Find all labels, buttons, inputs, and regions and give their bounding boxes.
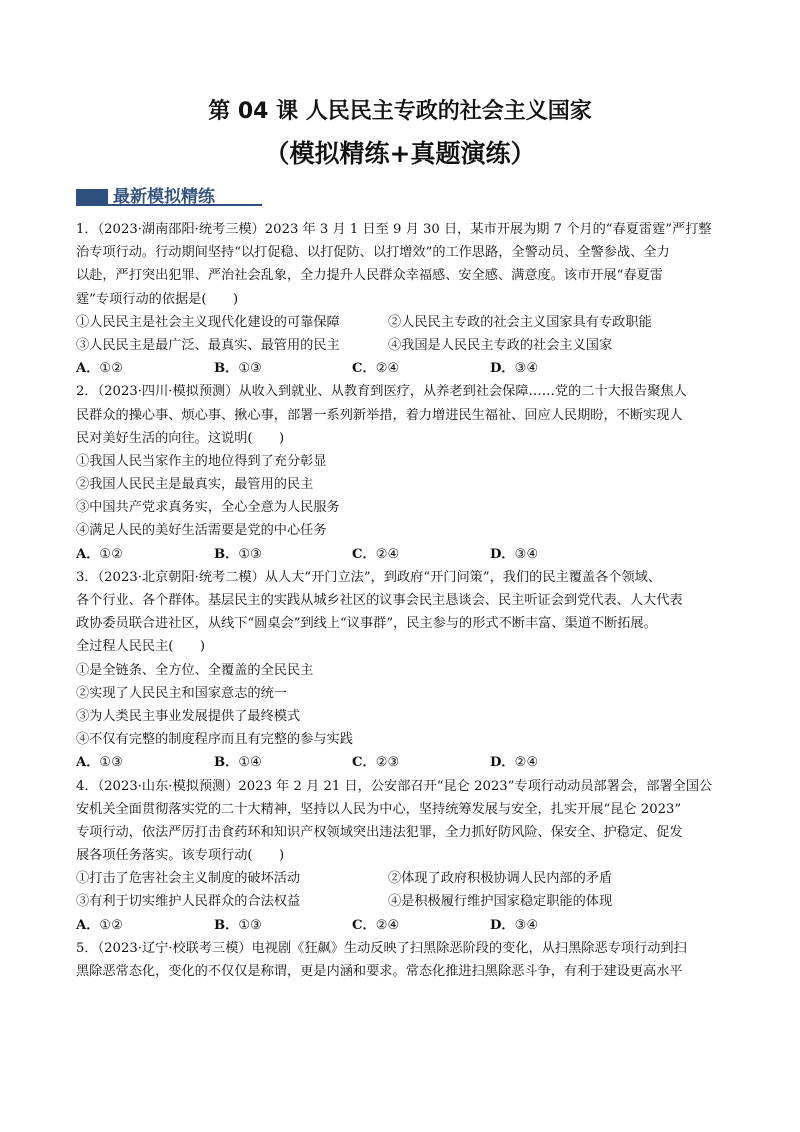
answer-choice-value: ①② [99,917,124,933]
question-text-line: 政协委员联合进社区，从线下“圆桌会”到线上“议事群”，民主参与的形式不断丰富、渠道不断拓展。 [76,616,657,632]
answer-choice-letter: C． [352,546,376,562]
statement-option: ①打击了危害社会主义制度的破坏活动 [76,871,301,887]
question-1 [76,218,724,380]
statement-row [76,334,724,357]
answer-choice-letter: D． [490,755,515,771]
answer-choice [214,914,352,937]
answer-choice-value: ①② [99,546,124,562]
statement-option: ④不仅有完整的制度程序而且有完整的参与实践 [76,732,353,748]
answer-choice [490,751,628,774]
statement-option: ③为人类民主事业发展提供了最终模式 [76,708,301,724]
answer-choice-value: ①④ [238,755,262,771]
statement-option: ③中国共产党求真务实，全心全意为人民服务 [76,500,340,516]
answer-choice-letter: B． [214,361,239,377]
answer-choice [76,914,214,937]
question-text-line: 各个行业、各个群体。基层民主的实践从城乡社区的议事会民主恳谈会、民主听证会到党代表、人大代表 [76,593,683,608]
answer-choice-value: ②④ [514,755,539,771]
section-label: 最新模拟精练 [113,187,215,207]
answer-choice-letter: D． [490,917,515,933]
answer-choice-letter: D． [490,546,515,562]
answer-choice [76,357,214,380]
answer-choice [352,543,490,566]
answer-choice-letter: A． [76,361,100,377]
answer-choice [490,357,628,380]
answer-choice [214,751,352,774]
statement-option: ②体现了政府积极协调人民内部的矛盾 [388,871,613,887]
question-text-line: 霆”专项行动的依据是( ) [76,291,239,307]
answer-choice-value: ③④ [514,361,539,377]
question-2 [76,380,724,566]
statement-option: ④是积极履行维护国家稳定职能的体现 [388,894,613,910]
statement-option: ②我国人民民主是最真实，最管用的民主 [76,477,314,493]
answer-choice [490,543,628,566]
answer-choice-value: ①③ [238,546,262,562]
question-list [76,218,724,983]
answer-choice-letter: B． [214,755,239,771]
answer-choice [352,914,490,937]
answer-choice [352,357,490,380]
answer-choice-letter: D． [490,361,515,377]
question-text-line: 全过程人民民主( ) [76,639,205,655]
question-text-line: 5．（2023·辽宁·校联考三模）电视剧《狂飙》生动反映了扫黑除恶阶段的变化，从扫黑除恶专项行动到扫 [76,940,687,956]
question-text-line: 治专项行动。行动期间坚持“以打促稳、以打促防、以打增效”的工作思路，全警动员、全警参战、全力 [76,245,670,261]
statement-option: ④我国是人民民主专政的社会主义国家 [388,337,613,353]
answer-choice-value: ①③ [238,917,262,933]
answer-choice-value: ③④ [514,917,539,933]
answer-choice-letter: A． [76,755,100,771]
answer-choice [352,751,490,774]
answer-choice [76,543,214,566]
question-text-line: 安机关全面贯彻落实党的二十大精神，坚持以人民为中心，坚持统筹发展与安全，扎实开展“昆仑 2023” [76,801,682,817]
answer-choice-value: ①③ [99,755,124,771]
answer-choice-value: ①② [99,361,124,377]
statement-option: ②实现了人民民主和国家意志的统一 [76,685,287,701]
answer-choice-letter: C． [352,755,376,771]
answer-choice-value: ②④ [375,917,400,933]
answer-choices [76,914,724,937]
question-text-line: 3．（2023·北京朝阳·统考二模）从人大“开门立法”，到政府“开门问策”，我们的民主覆盖各个领域、 [76,569,662,585]
answer-choice-letter: C． [352,361,376,377]
answer-choice [214,357,352,380]
section-bar-decoration [76,189,108,204]
answer-choice-value: ②③ [375,755,400,771]
answer-choice-letter: C． [352,917,376,933]
page-title: 第 04 课 人民民主专政的社会主义国家 [208,99,592,124]
answer-choices [76,357,724,380]
answer-choice-letter: B． [214,917,239,933]
question-text-line: 1．（2023·湖南邵阳·统考三模）2023 年 3 月 1 日至 9 月 30 日，某市开展为期 7 个月的“春夏雷霆”严打整 [76,222,712,237]
statement-option: ④满足人民的美好生活需要是党的中心任务 [76,523,327,539]
statement-option: ②人民民主专政的社会主义国家具有专政职能 [388,314,652,330]
statement-option: ③人民民主是最广泛、最真实、最管用的民主 [76,337,340,353]
statement-row [76,867,724,890]
question-5 [76,937,724,983]
question-text-line: 展各项任务落实。该专项行动( ) [76,848,285,864]
question-3 [76,566,724,775]
answer-choice [214,543,352,566]
question-text-line: 以赴，严打突出犯罪、严治社会乱象，全力提升人民群众幸福感、安全感、满意度。该市开展“春夏雷 [76,268,663,284]
answer-choices [76,751,724,774]
question-text-line: 民群众的操心事、烦心事、揪心事，部署一系列新举措，着力增进民生福祉、回应人民期盼，不断实现人 [76,407,683,423]
statement-option: ①是全链条、全方位、全覆盖的全民民主 [76,662,314,678]
section-header [76,182,262,208]
question-4 [76,775,724,937]
question-text-line: 4．（2023·山东·模拟预测）2023 年 2 月 21 日，公安部召开“昆仑 2023”专项行动动员部署会，部署全国公 [76,778,713,794]
statement-row [76,890,724,913]
question-text-line: 专项行动，依法严厉打击食药环和知识产权领域突出违法犯罪，全力抓好防风险、保安全、护稳定、促发 [76,824,683,840]
answer-choices [76,543,724,566]
section-underline [76,204,262,206]
answer-choice-letter: A． [76,546,100,562]
statement-row [76,311,724,334]
answer-choice-value: ②④ [375,546,400,562]
answer-choice-letter: A． [76,917,100,933]
statement-option: ③有利于切实维护人民群众的合法权益 [76,894,301,910]
answer-choice-value: ①③ [238,361,262,377]
answer-choice-value: ③④ [514,546,539,562]
statement-option: ①我国人民当家作主的地位得到了充分彰显 [76,453,327,469]
statement-option: ①人民民主是社会主义现代化建设的可靠保障 [76,314,340,330]
answer-choice [490,914,628,937]
answer-choice [76,751,214,774]
question-text-line: 黑除恶常态化，变化的不仅仅是称谓，更是内涵和要求。常态化推进扫黑除恶斗争，有利于建设更高水平 [76,964,683,979]
question-text-line: 民对美好生活的向往。这说明( ) [76,430,285,446]
page-subtitle: （模拟精练+真题演练） [264,139,536,168]
answer-choice-letter: B． [214,546,239,562]
question-text-line: 2．（2023·四川·模拟预测）从收入到就业、从教育到医疗，从养老到社会保障……党的二十大报告聚焦人 [76,384,687,400]
answer-choice-value: ②④ [375,361,400,377]
